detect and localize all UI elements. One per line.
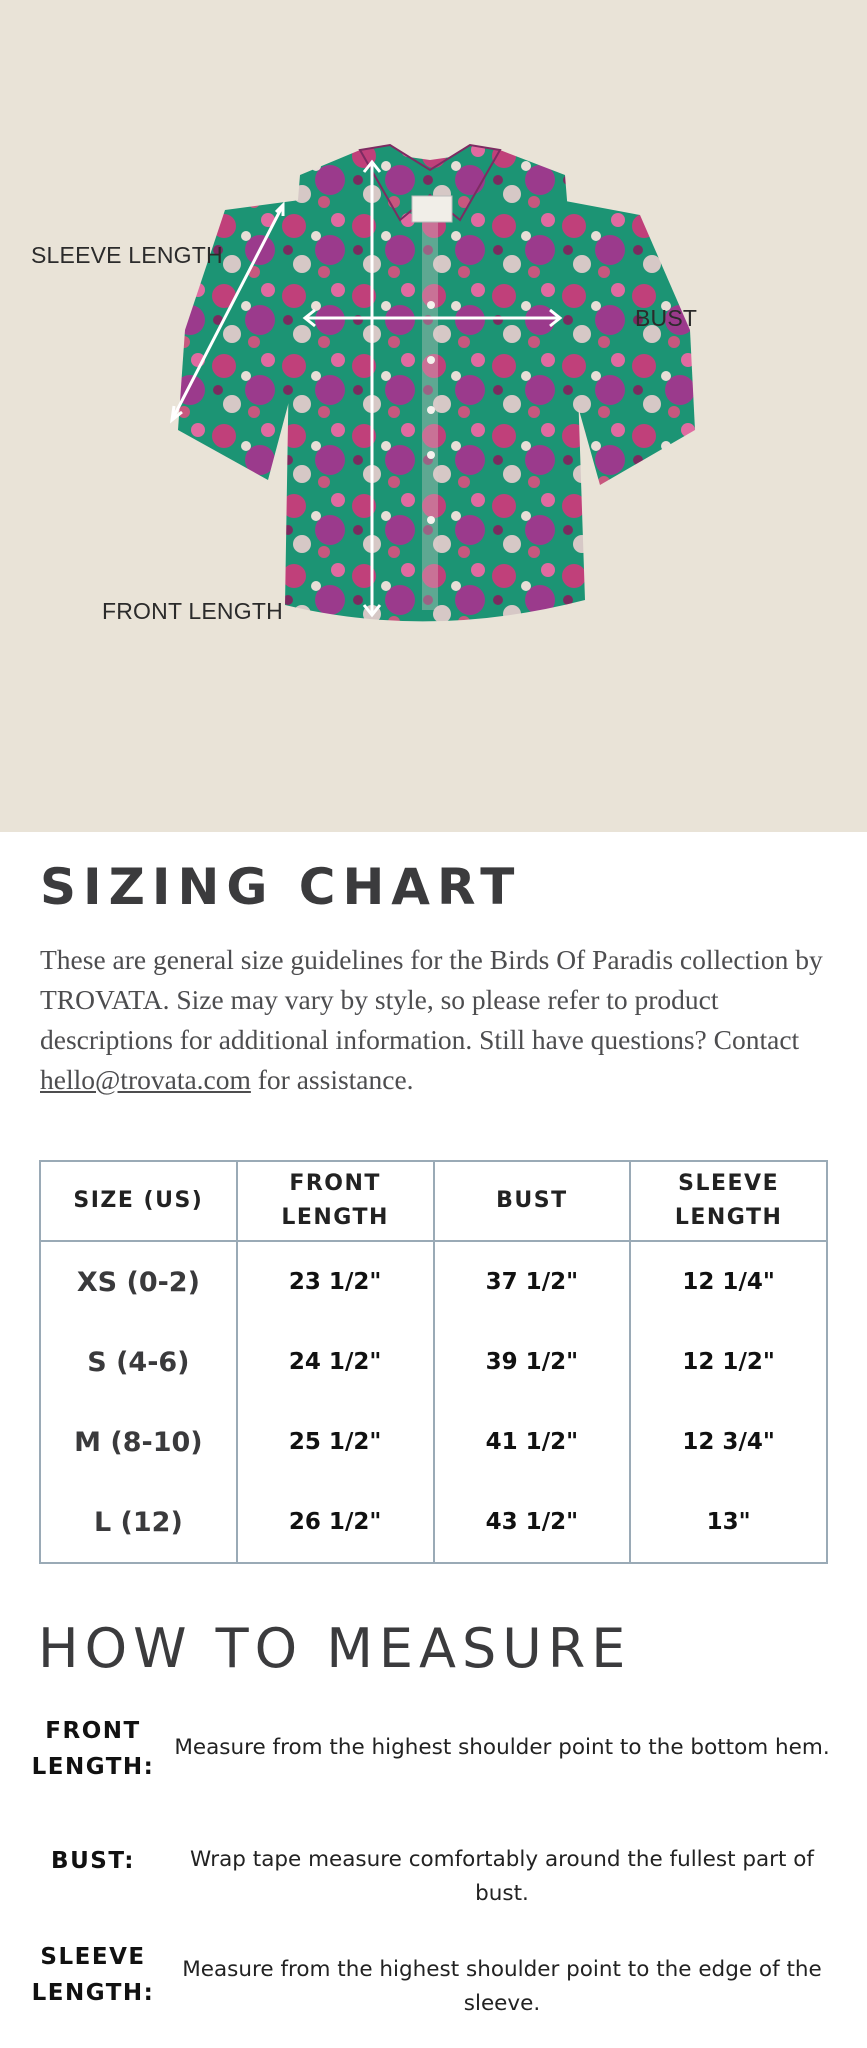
header-front-length: FRONT LENGTH (237, 1161, 434, 1241)
blouse-illustration (0, 0, 867, 832)
email-link[interactable]: hello@trovata.com (40, 1064, 251, 1095)
bust-cell: 39 1/2" (434, 1322, 631, 1402)
measure-text: Measure from the highest shoulder point to the bottom hem. (174, 1735, 830, 1760)
header-bust: BUST (434, 1161, 631, 1241)
product-image (0, 0, 867, 832)
sizing-intro (40, 940, 830, 1100)
intro-text: These are general size guidelines for the Birds Of Paradis collection by TROVATA. Size may vary by style, so please refer to product descriptions for additional information. Still have questions? Contact (40, 944, 823, 1055)
sleeve-length-label: SLEEVE LENGTH (31, 242, 223, 268)
bust-cell: 43 1/2" (434, 1482, 631, 1563)
size-cell: L (12) (40, 1482, 237, 1563)
table-row (40, 1241, 827, 1322)
sizing-chart-title: SIZING CHART (40, 858, 522, 916)
front-length-cell: 24 1/2" (237, 1322, 434, 1402)
sleeve-length-cell: 12 3/4" (630, 1402, 827, 1482)
sleeve-length-cell: 12 1/4" (630, 1241, 827, 1322)
measure-label: SLEEVE LENGTH: (31, 1944, 155, 2006)
how-to-measure-title: HOW TO MEASURE (38, 1617, 632, 1680)
table-header-row (40, 1161, 827, 1241)
table-row (40, 1402, 827, 1482)
measure-label: FRONT LENGTH: (31, 1718, 155, 1780)
front-length-cell: 25 1/2" (237, 1402, 434, 1482)
measure-text: Measure from the highest shoulder point to the edge of the sleeve. (182, 1957, 822, 2016)
table-row (40, 1482, 827, 1563)
sleeve-length-cell: 13" (630, 1482, 827, 1563)
header-sleeve-length: SLEEVE LENGTH (630, 1161, 827, 1241)
measure-text: Wrap tape measure comfortably around the fullest part of bust. (189, 1847, 814, 1906)
bust-cell: 41 1/2" (434, 1402, 631, 1482)
bust-cell: 37 1/2" (434, 1241, 631, 1322)
size-table (39, 1160, 828, 1564)
front-length-cell: 23 1/2" (237, 1241, 434, 1322)
size-cell: S (4-6) (40, 1322, 237, 1402)
measure-label: BUST: (51, 1848, 135, 1874)
size-cell: XS (0-2) (40, 1241, 237, 1322)
intro-suffix: for assistance. (250, 1064, 414, 1095)
bust-label: BUST (635, 305, 698, 331)
front-length-label: FRONT LENGTH (102, 598, 283, 624)
front-length-cell: 26 1/2" (237, 1482, 434, 1563)
table-row (40, 1322, 827, 1402)
header-size: SIZE (US) (40, 1161, 237, 1241)
size-cell: M (8-10) (40, 1402, 237, 1482)
sleeve-length-cell: 12 1/2" (630, 1322, 827, 1402)
